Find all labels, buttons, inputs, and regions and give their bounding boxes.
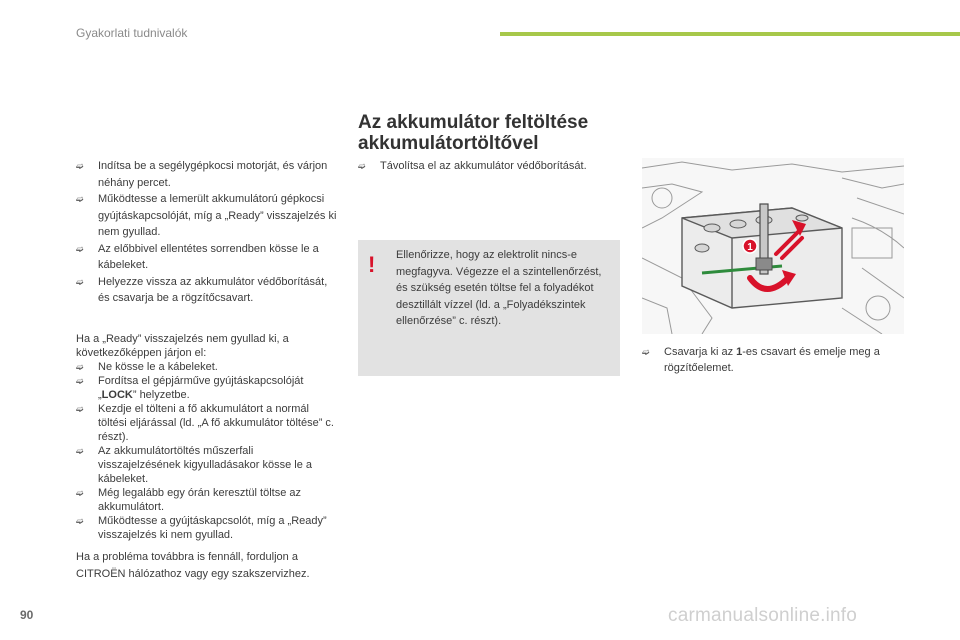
- fallback-intro: Ha a „Ready” visszajelzés nem gyullad ki, a következőképpen járjon el:: [76, 333, 289, 359]
- unscrew-step: [642, 344, 904, 376]
- list-item: ➫ Az előbbivel ellentétes sorrendben kösse le a kábeleket.: [76, 242, 319, 271]
- bullet-arrow-icon: ➫: [76, 404, 84, 414]
- list-item: ➫ Működtesse a lemerült akkumulátorú gépkocsi gyújtáskapcsolóját, míg a „Ready” visszajelzés ki nem gyullad.: [76, 193, 337, 238]
- lock-keyword: LOCK: [101, 389, 133, 401]
- bullet-arrow-icon: ➫: [76, 376, 84, 386]
- footer-note: Ha a probléma továbbra is fennáll, forduljon a CITROËN hálózathoz vagy egy szakszervizhez.: [76, 551, 310, 580]
- battery-illustration: [642, 158, 904, 334]
- bullet-arrow-icon: ➫: [76, 516, 84, 526]
- list-item: ➫ Csavarja ki az 1-es csavart és emelje meg a rögzítőelemet.: [642, 346, 880, 374]
- header-accent-bar: [500, 32, 960, 36]
- section-title-line1: Az akkumulátor feltöltése: [358, 112, 589, 133]
- bullet-arrow-icon: ➫: [358, 161, 366, 171]
- list-item: ➫ Az akkumulátortöltés műszerfali visszajelzésének kigyulladásakor kösse le a kábeleket.: [76, 445, 312, 485]
- figure-callout-label: 1: [747, 242, 753, 253]
- bullet-arrow-icon: ➫: [642, 347, 650, 357]
- intro-bullets: [76, 158, 338, 307]
- warning-text: Ellenőrizze, hogy az elektrolit nincs-e megfagyva. Végezze el a szintellenőrzést, és szükség esetén töltse fel a folyadékot desztillált vízzel (ld. a „Folyadékszintek ellenőrzése” c. részt).: [396, 249, 602, 327]
- fallback-procedure: [76, 332, 338, 542]
- list-item: ➫ Kezdje el tölteni a fő akkumulátort a normál töltési eljárással (ld. „A fő akkumulátor töltése” c. részt).: [76, 403, 334, 443]
- remove-cover-step: [358, 158, 628, 174]
- watermark: carmanualsonline.info: [668, 605, 858, 626]
- bullet-arrow-icon: ➫: [76, 362, 84, 372]
- section-title-line2: akkumulátortöltővel: [358, 133, 539, 154]
- header-title: Gyakorlati tudnivalók: [76, 26, 188, 40]
- bullet-arrow-icon: ➫: [76, 276, 84, 287]
- warning-exclamation-icon: !: [368, 252, 376, 277]
- bullet-arrow-icon: ➫: [76, 194, 84, 204]
- list-item: ➫ Működtesse a gyújtáskapcsolót, míg a „Ready” visszajelzés ki nem gyullad.: [76, 515, 327, 541]
- list-item: ➫ Helyezze vissza az akkumulátor védőborítását, és csavarja be a rögzítőcsavart.: [76, 275, 328, 304]
- section-title: [358, 112, 588, 154]
- list-item: ➫ Indítsa be a segélygépkocsi motorját, és várjon néhány percet.: [76, 160, 328, 189]
- list-item: ➫ Fordítsa el gépjárműve gyújtáskapcsolóját „LOCK” helyzetbe.: [76, 375, 304, 401]
- list-item: ➫ Ne kösse le a kábeleket.: [76, 361, 218, 373]
- page-number: 90: [20, 608, 34, 622]
- bullet-arrow-icon: ➫: [76, 446, 84, 456]
- bullet-arrow-icon: ➫: [76, 488, 84, 498]
- bullet-arrow-icon: ➫: [76, 161, 84, 171]
- list-item: ➫ Még legalább egy órán keresztül töltse az akkumulátort.: [76, 487, 302, 513]
- list-item: ➫ Távolítsa el az akkumulátor védőborítását.: [358, 160, 587, 172]
- bullet-arrow-icon: ➫: [76, 243, 84, 254]
